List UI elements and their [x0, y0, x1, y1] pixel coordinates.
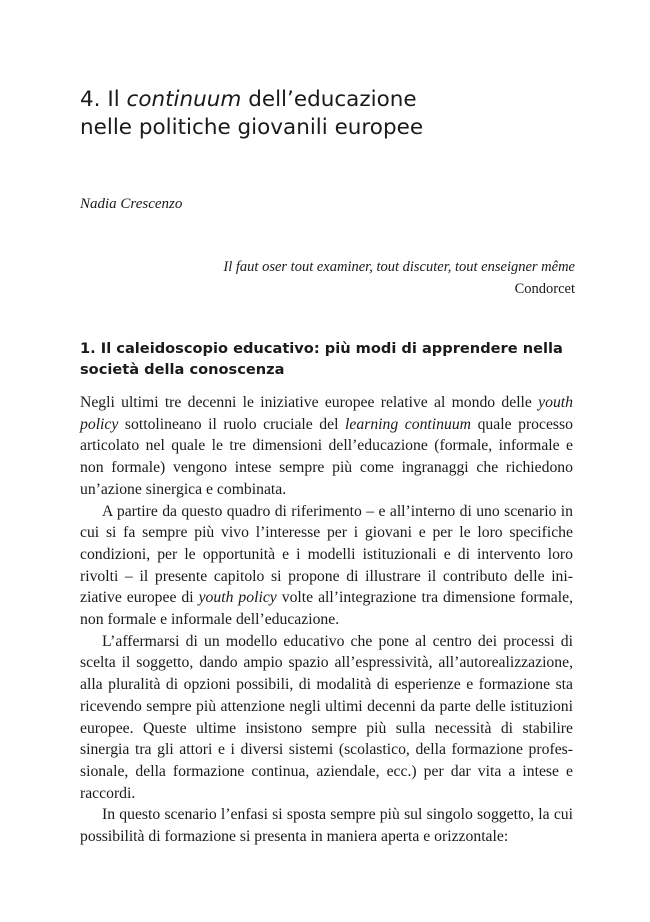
- body-text: [80, 392, 573, 848]
- paragraph-1-emphasis-b: learning continuum: [345, 415, 471, 433]
- chapter-title: [80, 86, 580, 142]
- chapter-number: 4. Il: [80, 87, 120, 112]
- epigraph-quote: Il faut oser tout examiner, tout discuter, tout enseigner même: [223, 259, 575, 275]
- paragraph-1-emphasis-a: youth policy: [80, 394, 573, 433]
- paragraph-4: In questo scenario l’enfasi si sposta sempre più sul singolo soggetto, la cui possibilità di formazione si presenta in maniera aperta e orizzontale:: [80, 806, 573, 846]
- paragraph-2-text-a: A partire da questo quadro di riferimento – e all’interno di uno scenario in cui si fa sempre più vivo l’interesse per i giovani e per le loro specifiche condizioni, per le opportunità e i modelli istituzionali e di intervento loro rivolti – il presente capitolo si propone di illustrare il contributo delle iniziative europee di: [80, 502, 573, 607]
- paragraph-2: [80, 501, 573, 631]
- paragraph-2-text-b: volte all’integrazione tra dimensione formale, non formale e informale dell’educazione.: [80, 589, 574, 629]
- chapter-title-line1-rest: dell’educazione: [248, 87, 417, 112]
- epigraph-attribution: Condorcet: [514, 281, 575, 297]
- paragraph-2-emphasis-a: youth policy: [198, 589, 277, 607]
- epigraph: [80, 256, 575, 300]
- paragraph-1-text-c: quale processo articolato nel quale le tre dimensioni dell’educazione (formale, informale e non formale) vengono intese sempre più come ingranaggi che richiedono un’azione sinergica e combinata.: [80, 415, 573, 498]
- paragraph-3: L’affermarsi di un modello educativo che pone al centro dei processi di scelta il soggetto, dando ampio spazio all’espressività, all’autorealizzazione, alla pluralità di opzioni possibili, di modalità di esperienze e formazione sta ricevendo sempre più attenzione negli ultimi decenni da parte delle istituzioni europee. Queste ultime insistono sempre più sulla necessità di stabilire sinergia tra gli attori e i diversi sistemi (scolastico, della formazione professionale, della formazione continua, aziendale, ecc.) per dar vita a intese e raccordi.: [80, 632, 573, 802]
- section-heading: 1. Il caleidoscopio educativo: più modi di apprendere nella società della conoscenza: [80, 340, 563, 378]
- paragraph-1-text-a: Negli ultimi tre decenni le iniziative europee relative al mondo delle: [80, 394, 539, 411]
- paragraph-1-text-b: sottolineano il ruolo cruciale del: [118, 415, 346, 433]
- chapter-title-italic: continuum: [126, 87, 242, 112]
- author-name: Nadia Crescenzo: [80, 196, 183, 212]
- chapter-title-line2: nelle politiche giovanili europee: [80, 115, 424, 140]
- paragraph-1: [80, 392, 573, 501]
